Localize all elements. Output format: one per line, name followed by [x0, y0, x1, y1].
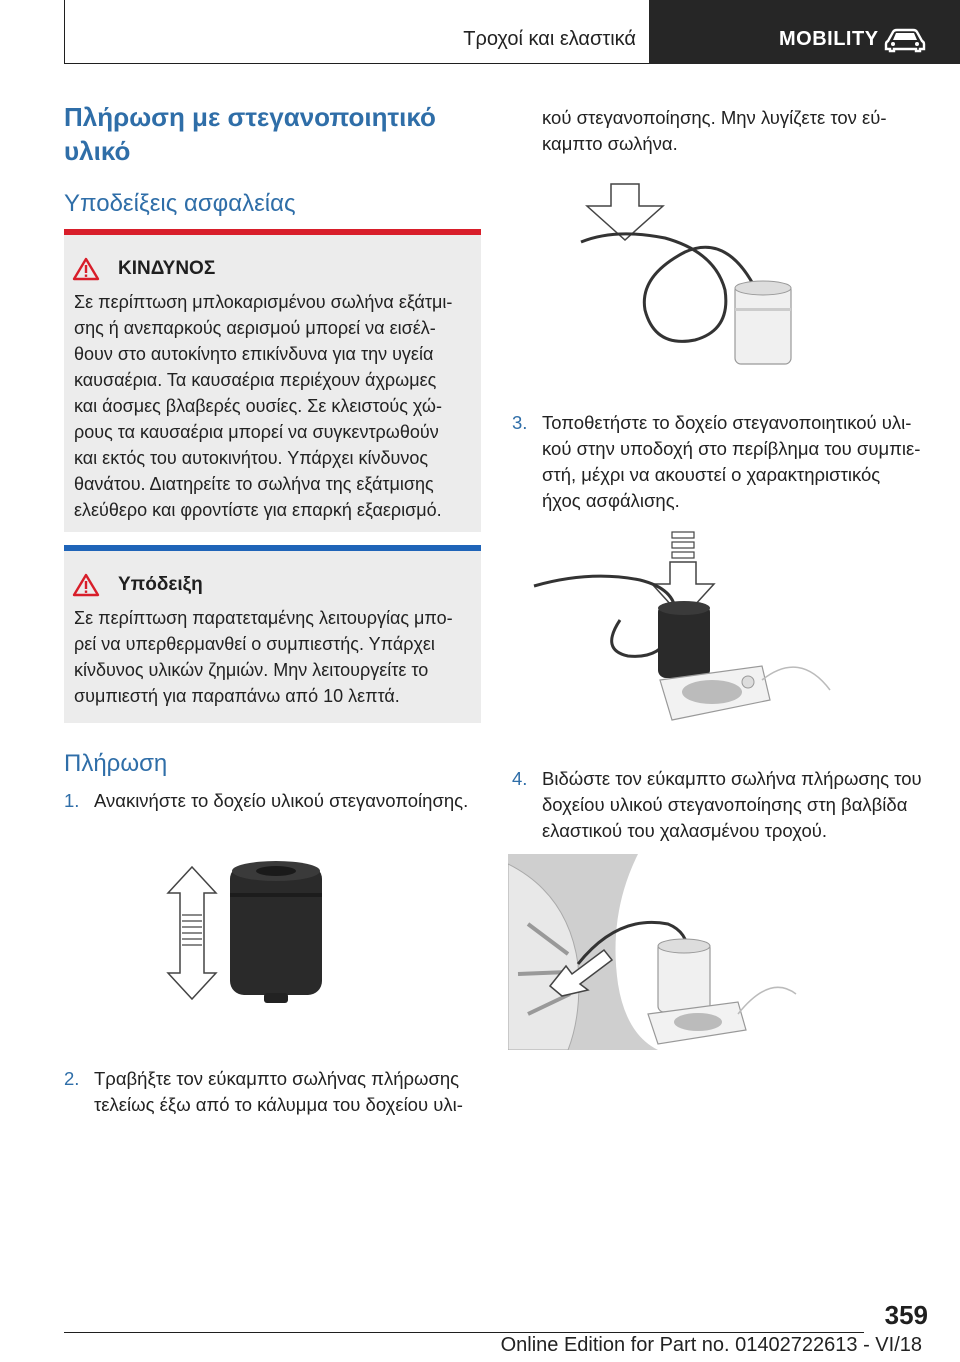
- step-line: ήχος ασφάλισης.: [542, 490, 680, 511]
- header-left-rule: [64, 0, 65, 64]
- filling-heading: Πλήρωση: [64, 750, 168, 777]
- step-line: Βιδώστε τον εύκαμπτο σωλήνα πλήρωσης του: [542, 768, 922, 789]
- figure-hose-pull: [575, 180, 805, 375]
- danger-line: και άοσμες βλαβερές ουσίες. Σε κλειστούς χώ-: [74, 396, 442, 416]
- step-number: 4.: [512, 768, 528, 789]
- step-2-row: [64, 1066, 481, 1118]
- notice-line: Σε περίπτωση παρατεταμένης λειτουργίας μπο-: [74, 608, 453, 628]
- notice-line: κίνδυνος υλικών ζημιών. Μην λειτουργείτε το: [74, 660, 429, 680]
- step-3-row: [512, 410, 932, 514]
- figure-insert-canister: [530, 530, 840, 740]
- footer-edition: Online Edition for Part no. 01402722613 - VI/18: [500, 1334, 922, 1356]
- step-2-continued-line: κού στεγανοποίησης. Μην λυγίζετε τον εύ-: [542, 107, 887, 128]
- step-text: [542, 410, 932, 514]
- safety-heading: Υποδείξεις ασφαλείας: [64, 190, 296, 217]
- warning-triangle-icon: [72, 257, 100, 281]
- notice-header: [64, 551, 481, 597]
- danger-line: ρους τα καυσαέρια μπορεί να συγκεντρωθούν: [74, 422, 439, 442]
- danger-box: [64, 229, 481, 532]
- step-2-continued-line: καμπτο σωλήνα.: [542, 133, 678, 154]
- danger-line: καυσαέρια. Τα καυσαέρια περιέχουν άχρωμες: [74, 370, 437, 390]
- danger-heading: ΚΙΝΔΥΝΟΣ: [118, 258, 216, 279]
- mobility-tab-label: MOBILITY: [779, 28, 879, 50]
- page-number: 359: [884, 1300, 928, 1330]
- step-text: [542, 766, 932, 844]
- mobility-tab: [649, 0, 960, 64]
- step-text: [94, 1066, 481, 1118]
- footer-rule: [64, 1332, 864, 1333]
- notice-text: [64, 597, 481, 709]
- step-2: [64, 1066, 481, 1118]
- danger-line: θανάτου. Διατηρείτε το σωλήνα της εξάτμισης: [74, 474, 434, 494]
- step-3: [512, 410, 932, 514]
- step-line: κού στην υποδοχή στο περίβλημα του συμπιε-: [542, 438, 921, 459]
- step-number: 1.: [64, 790, 80, 811]
- page-title-line2: υλικό: [64, 136, 131, 166]
- notice-line: ρεί να υπερθερμανθεί ο συμπιεστής. Υπάρχει: [74, 634, 435, 654]
- notice-line: συμπιεστή για παραπάνω από 10 λεπτά.: [74, 686, 400, 706]
- right-column-continued: [512, 105, 932, 157]
- danger-line: Σε περίπτωση μπλοκαρισμένου σωλήνα εξάτμι-: [74, 292, 453, 312]
- warning-triangle-icon: [72, 573, 100, 597]
- left-column: [64, 100, 481, 218]
- step-text: Ανακινήστε το δοχείο υλικού στεγανοποίησης.: [94, 790, 469, 811]
- step-4-row: [512, 766, 932, 844]
- filling-section: [64, 750, 481, 814]
- step-1: [64, 788, 481, 814]
- step-4: [512, 766, 932, 844]
- page-title-line1: Πλήρωση με στεγανοποιητικό: [64, 102, 436, 132]
- danger-header: [64, 235, 481, 281]
- car-icon: [884, 27, 926, 53]
- figure-connect-valve: [508, 854, 798, 1050]
- figure-shake-canister: [160, 855, 330, 1015]
- danger-text: [64, 281, 481, 523]
- danger-line: σης ή ανεπαρκούς αερισμού μπορεί να εισέλ-: [74, 318, 436, 338]
- step-line: Τραβήξτε τον εύκαμπτο σωλήνας πλήρωσης: [94, 1068, 460, 1089]
- danger-line: ελεύθερο και φροντίστε για επαρκή εξαερισμό.: [74, 500, 442, 520]
- step-number: 3.: [512, 412, 528, 433]
- section-title: Τροχοί και ελαστικά: [463, 28, 636, 50]
- notice-box: [64, 545, 481, 723]
- step-line: δοχείου υλικού στεγανοποίησης στη βαλβίδα: [542, 794, 908, 815]
- step-line: τελείως έξω από το κάλυμμα του δοχείου υλι-: [94, 1094, 463, 1115]
- step-line: Τοποθετήστε το δοχείο στεγανοποιητικού υλι-: [542, 412, 912, 433]
- danger-line: και εκτός του αυτοκινήτου. Υπάρχει κίνδυνος: [74, 448, 429, 468]
- step-line: στή, μέχρι να ακουστεί ο χαρακτηριστικός: [542, 464, 881, 485]
- step-line: ελαστικού του χαλασμένου τροχού.: [542, 820, 827, 841]
- step-number: 2.: [64, 1068, 80, 1089]
- danger-line: θουν στο αυτοκίνητο επικίνδυνα για την υγεία: [74, 344, 434, 364]
- notice-heading: Υπόδειξη: [118, 574, 203, 595]
